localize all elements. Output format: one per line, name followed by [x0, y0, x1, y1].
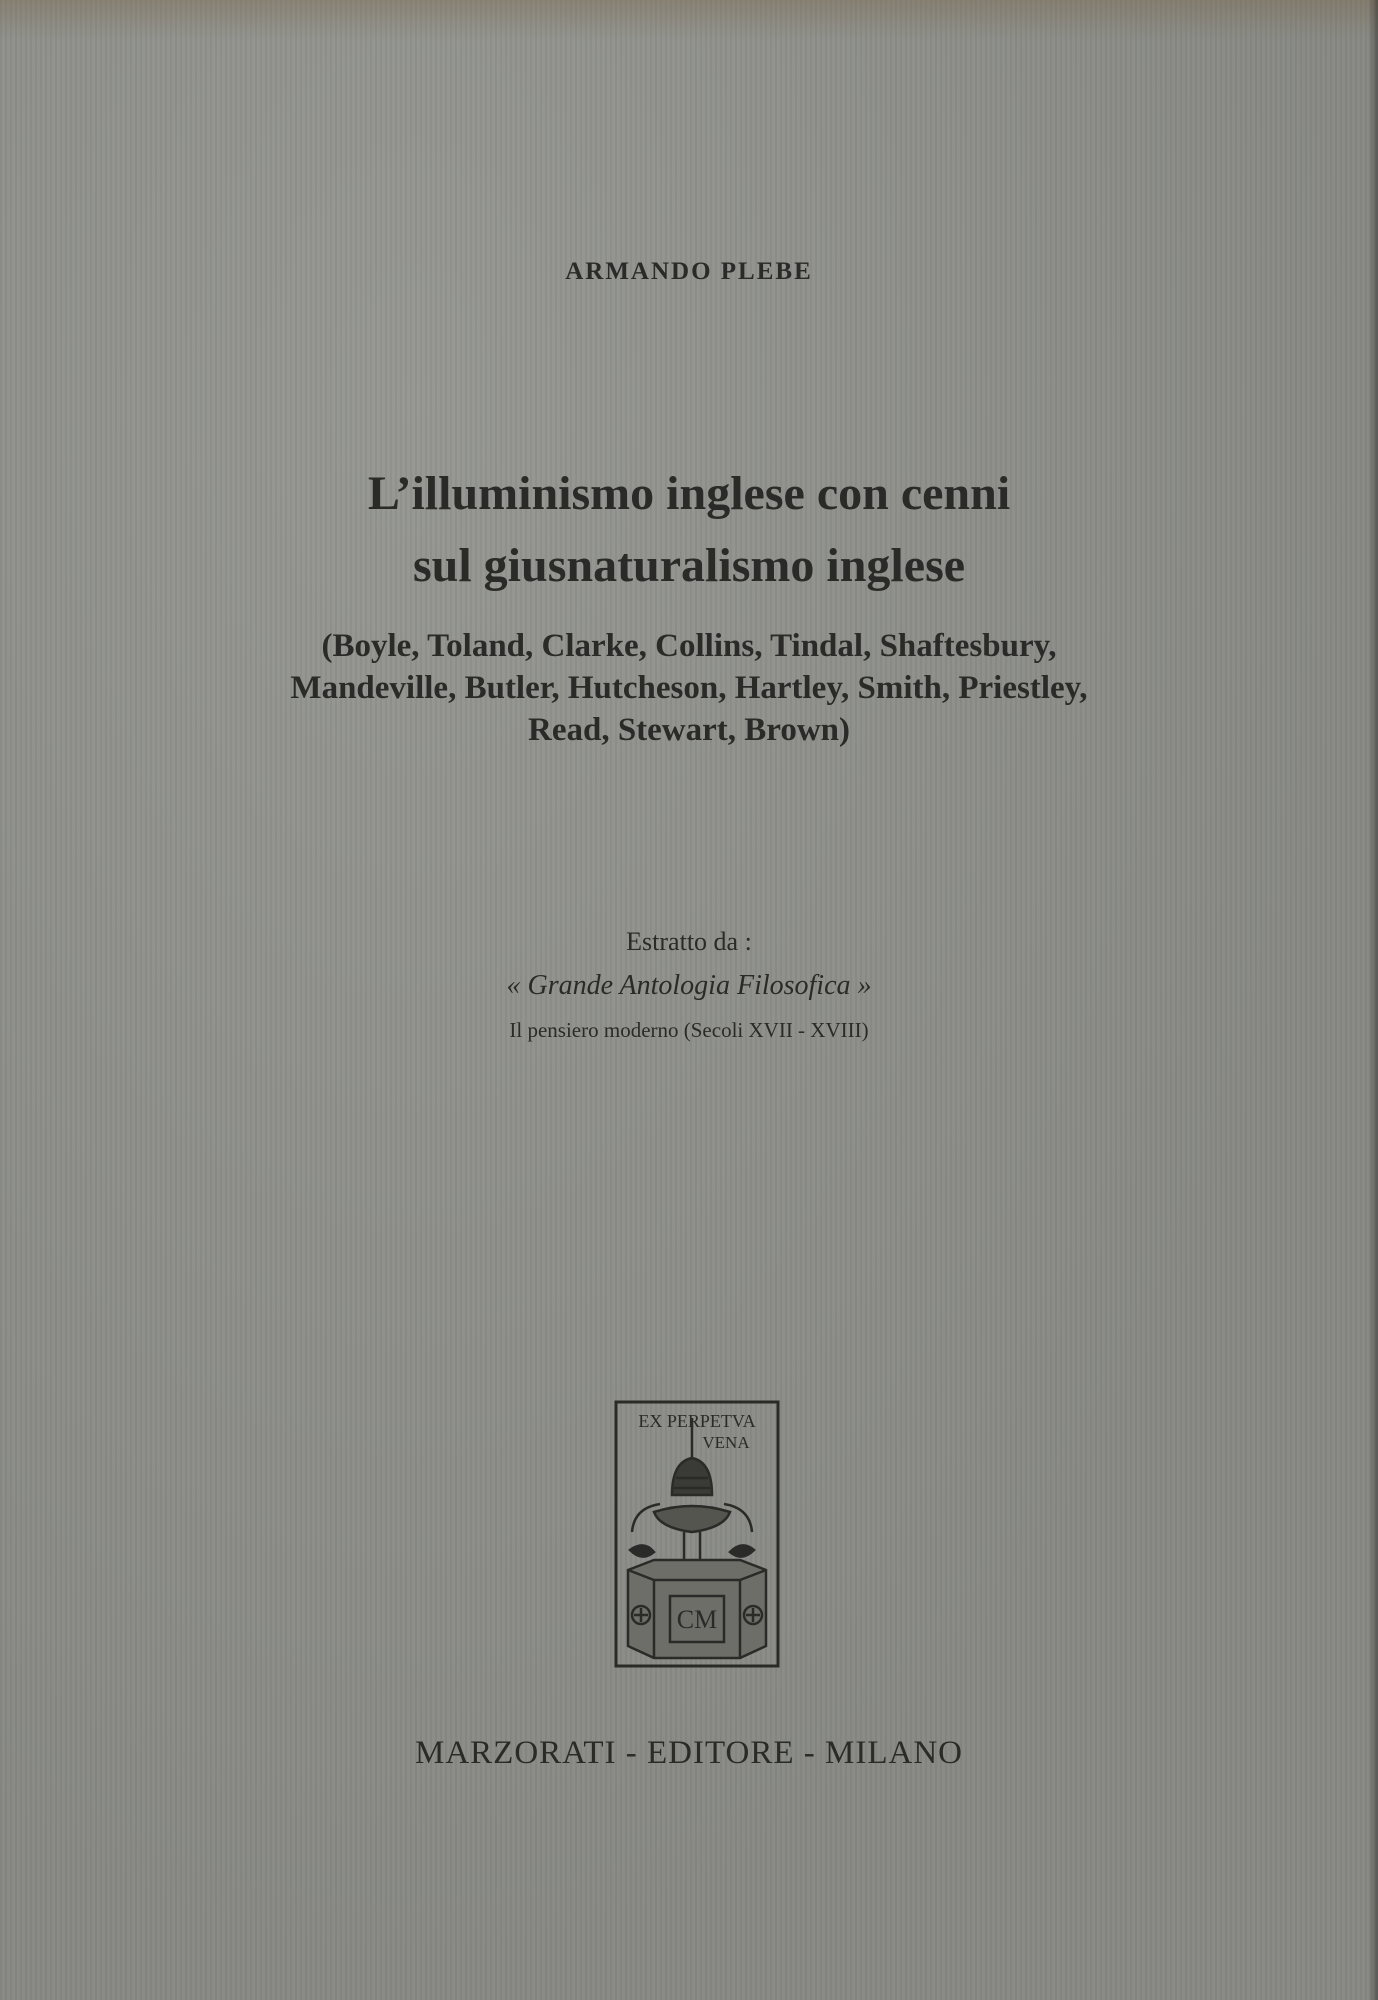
extract-volume: Il pensiero moderno (Secoli XVII - XVIII)	[509, 1018, 869, 1042]
extract-info	[0, 920, 1378, 1052]
emblem-monogram: CM	[676, 1605, 718, 1634]
book-title	[0, 458, 1378, 602]
author-name: ARMANDO PLEBE	[565, 258, 813, 285]
extract-source: « Grande Antologia Filosofica »	[506, 970, 872, 1001]
title-line-1: L’illuminismo inglese con cenni	[367, 467, 1011, 520]
names-line-2: Mandeville, Butler, Hutcheson, Hartley, Smith, Priestley,	[290, 670, 1088, 706]
names-line-1: (Boyle, Toland, Clarke, Collins, Tindal, Shaftesbury,	[321, 628, 1057, 664]
paper-wear	[0, 0, 1378, 40]
philosophers-list	[0, 625, 1378, 751]
publisher-line: MARZORATI - EDITORE - MILANO	[414, 1735, 963, 1771]
extract-label: Estratto da :	[626, 927, 752, 956]
names-line-3: Read, Stewart, Brown)	[527, 712, 851, 748]
publisher-emblem	[614, 1400, 780, 1668]
emblem-motto-line-2: VENA	[702, 1433, 750, 1452]
emblem-motto-line-1: EX PERPETVA	[638, 1411, 756, 1431]
title-line-2: sul giusnaturalismo inglese	[412, 539, 966, 592]
